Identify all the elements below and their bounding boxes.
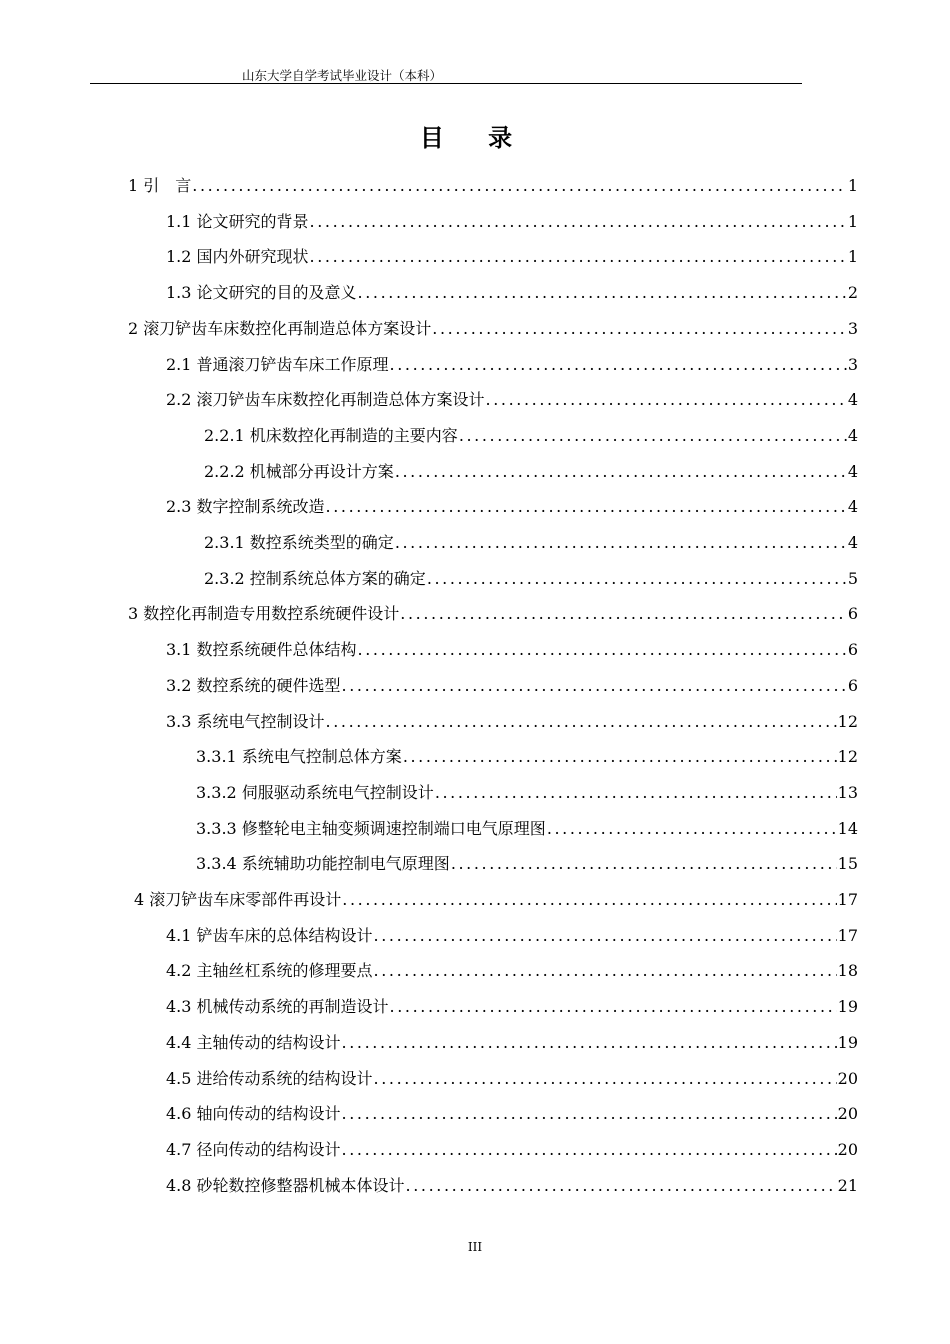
toc-entry-title: 4.5 进给传动系统的结构设计 [166, 1068, 373, 1088]
page-number: III [467, 1240, 483, 1254]
toc-entry-page: 4 [847, 497, 858, 517]
toc-entry-page: 4 [847, 390, 858, 410]
toc-leader-dots [395, 454, 847, 490]
toc-entry-title: 4.2 主轴丝杠系统的修理要点 [166, 961, 373, 981]
toc-entry-page: 2 [847, 283, 858, 303]
toc-entry[interactable] [196, 846, 858, 882]
toc-leader-dots [192, 168, 847, 204]
header-text: 山东大学自学考试毕业设计（本科） [242, 68, 443, 83]
toc-entry[interactable] [166, 1025, 858, 1061]
toc-entry-title: 3 数控化再制造专用数控系统硬件设计 [128, 604, 400, 624]
toc-leader-dots [459, 418, 847, 454]
toc-entry[interactable] [166, 953, 858, 989]
toc-entry-title: 2 滚刀铲齿车床数控化再制造总体方案设计 [128, 318, 432, 338]
toc-entry[interactable] [166, 668, 858, 704]
toc-leader-dots [374, 918, 837, 954]
toc-entry-page: 5 [847, 568, 858, 588]
toc-entry-page: 6 [847, 640, 858, 660]
toc-leader-dots [342, 1132, 837, 1168]
toc-entry-title: 4.1 铲齿车床的总体结构设计 [166, 925, 373, 945]
toc-entry-title: 2.2 滚刀铲齿车床数控化再制造总体方案设计 [166, 390, 485, 410]
toc-entry[interactable] [196, 739, 858, 775]
toc-leader-dots [342, 882, 836, 918]
toc-entry[interactable] [166, 1061, 858, 1097]
toc-leader-dots [403, 739, 837, 775]
toc-entry[interactable] [134, 882, 858, 918]
toc-entry-page: 4 [847, 533, 858, 552]
toc-leader-dots [310, 204, 847, 240]
toc-leader-dots [326, 489, 847, 525]
toc-entry-page: 6 [847, 604, 858, 624]
toc-entry-page: 19 [837, 1032, 858, 1052]
toc-entry-page: 1 [847, 211, 858, 231]
toc-entry[interactable] [196, 811, 858, 847]
toc-entry[interactable] [166, 347, 858, 383]
toc-leader-dots [400, 596, 847, 632]
toc-leader-dots [435, 775, 837, 811]
toc-entry-page: 14 [837, 818, 858, 838]
toc-entry-title: 4.4 主轴传动的结构设计 [166, 1032, 341, 1052]
toc-entry-title: 2.1 普通滚刀铲齿车床工作原理 [166, 354, 389, 374]
toc-entry-title: 4 滚刀铲齿车床零部件再设计 [134, 890, 342, 909]
toc-entry[interactable] [204, 454, 858, 490]
toc-entry[interactable] [128, 168, 858, 204]
toc-entry-title: 2.3 数字控制系统改造 [166, 497, 325, 517]
toc-entry[interactable] [166, 989, 858, 1025]
toc-entry-page: 17 [837, 925, 858, 945]
toc-entry[interactable] [166, 1132, 858, 1168]
toc-entry-page: 20 [837, 1104, 858, 1124]
toc-entry-page: 12 [837, 747, 858, 767]
toc-leader-dots [310, 239, 847, 275]
toc-entry-title: 2.3.1 数控系统类型的确定 [204, 533, 394, 552]
toc-title: 目 录 [419, 123, 531, 152]
toc-entry-title: 4.7 径向传动的结构设计 [166, 1139, 341, 1159]
toc-entry-title: 1.1 论文研究的背景 [166, 211, 309, 231]
toc-entry-page: 19 [837, 997, 858, 1017]
toc-entry-page: 20 [837, 1139, 858, 1159]
toc-entry-title: 2.3.2 控制系统总体方案的确定 [204, 568, 426, 588]
toc-leader-dots [374, 1061, 837, 1097]
toc-entry[interactable] [166, 704, 858, 740]
toc-entry[interactable] [128, 596, 858, 632]
toc-entry-page: 17 [837, 890, 858, 909]
toc-leader-dots [390, 347, 847, 383]
toc-entry-page: 18 [837, 961, 858, 981]
toc-entry[interactable] [166, 275, 858, 311]
toc-leader-dots [432, 311, 847, 347]
toc-entry-title: 2.2.1 机床数控化再制造的主要内容 [204, 425, 458, 445]
toc-leader-dots [358, 632, 847, 668]
toc-entry-title: 3.3.1 系统电气控制总体方案 [196, 747, 402, 767]
toc-entry-page: 3 [847, 354, 858, 374]
toc-entry-title: 3.2 数控系统的硬件选型 [166, 675, 341, 695]
toc-entry[interactable] [166, 382, 858, 418]
toc-entry[interactable] [166, 1096, 858, 1132]
toc-leader-dots [326, 704, 837, 740]
toc-leader-dots [390, 989, 837, 1025]
toc-entry[interactable] [166, 239, 858, 275]
toc-leader-dots [358, 275, 847, 311]
toc-entry[interactable] [196, 775, 858, 811]
toc-leader-dots [486, 382, 847, 418]
toc-entry-title: 1.3 论文研究的目的及意义 [166, 283, 357, 303]
toc-entry-title: 2.2.2 机械部分再设计方案 [204, 461, 394, 481]
toc-entry-title: 3.3.3 修整轮电主轴变频调速控制端口电气原理图 [196, 818, 546, 838]
toc-leader-dots [342, 1096, 837, 1132]
toc-entry-page: 4 [847, 461, 858, 481]
toc-entry-title: 3.3.4 系统辅助功能控制电气原理图 [196, 854, 450, 874]
toc-entry[interactable] [166, 632, 858, 668]
toc-entry-page: 12 [837, 711, 858, 731]
toc-leader-dots [342, 1025, 837, 1061]
toc-entry-title: 4.3 机械传动系统的再制造设计 [166, 997, 389, 1017]
toc-entry-page: 1 [847, 247, 858, 267]
page-header [90, 68, 802, 84]
toc-leader-dots [547, 811, 837, 847]
toc-leader-dots [427, 561, 847, 597]
toc-entry-page: 6 [847, 675, 858, 695]
toc-entry-title: 3.3 系统电气控制设计 [166, 711, 325, 731]
toc-entry[interactable] [166, 489, 858, 525]
toc-entry[interactable] [128, 311, 858, 347]
toc-leader-dots [451, 846, 837, 882]
toc-entry-title: 4.8 砂轮数控修整器机械本体设计 [166, 1175, 405, 1195]
toc-entry-title: 3.1 数控系统硬件总体结构 [166, 640, 357, 660]
toc-entry[interactable] [166, 1168, 858, 1204]
toc-entry-page: 13 [837, 782, 858, 802]
toc-entry-title: 4.6 轴向传动的结构设计 [166, 1104, 341, 1124]
toc-entry-page: 21 [837, 1175, 858, 1195]
toc-entry-page: 20 [837, 1068, 858, 1088]
toc-entry-page: 1 [847, 176, 858, 195]
toc-entry[interactable] [204, 561, 858, 597]
toc-leader-dots [342, 668, 847, 704]
toc-entry-page: 4 [847, 425, 858, 445]
toc-entry-page: 15 [837, 854, 858, 874]
toc-entry-title: 1 引 言 [128, 176, 192, 195]
toc-entry[interactable] [166, 918, 858, 954]
toc-entry[interactable] [166, 204, 858, 240]
toc-entry-page: 3 [847, 318, 858, 338]
toc-leader-dots [395, 525, 847, 561]
toc-entry-title: 1.2 国内外研究现状 [166, 247, 309, 267]
toc-leader-dots [406, 1168, 837, 1204]
toc-leader-dots [374, 953, 837, 989]
toc-entry-title: 3.3.2 伺服驱动系统电气控制设计 [196, 782, 434, 802]
toc-entry[interactable] [204, 525, 858, 561]
toc-entry[interactable] [204, 418, 858, 454]
